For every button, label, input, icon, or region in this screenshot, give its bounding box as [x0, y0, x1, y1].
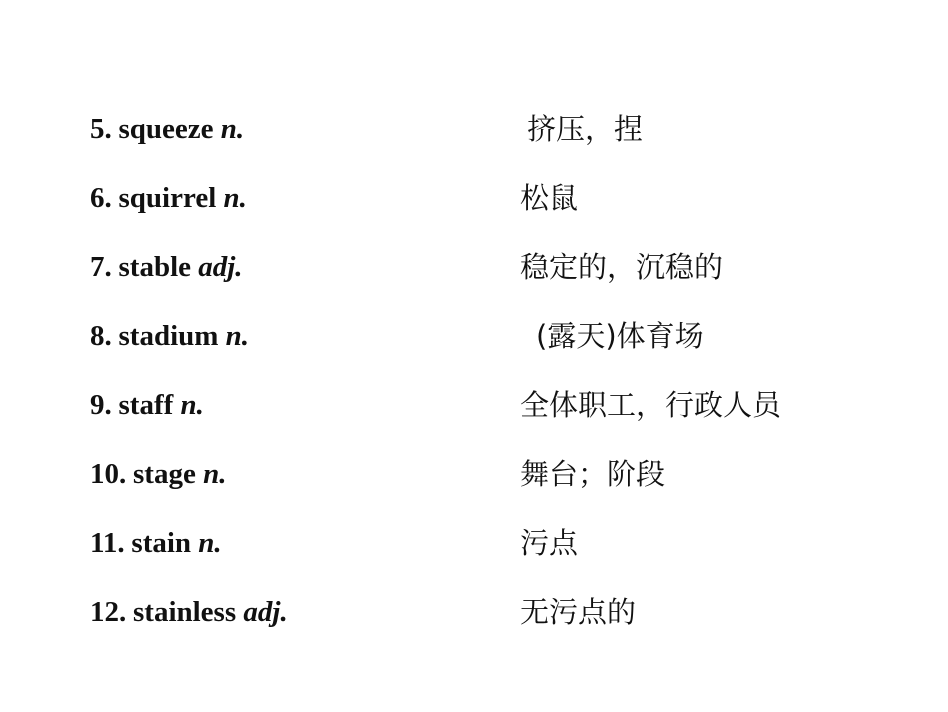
entry-separator: .	[104, 320, 112, 352]
vocab-entry-11	[0, 523, 948, 563]
entry-separator: .	[104, 182, 112, 214]
vocab-term	[90, 592, 288, 632]
entry-number: 6	[90, 182, 105, 214]
chinese-gloss: 挤压，捏	[527, 112, 644, 146]
part-of-speech: n.	[203, 458, 227, 490]
entry-number: 5	[90, 113, 105, 145]
vocab-entry-9	[0, 385, 948, 425]
part-of-speech: n.	[180, 389, 204, 421]
english-word: stage	[133, 458, 196, 490]
vocab-term	[90, 454, 226, 494]
english-word: squirrel	[118, 182, 217, 214]
vocab-entry-12	[0, 592, 948, 632]
vocab-entry-8	[0, 316, 948, 356]
entry-number: 7	[90, 251, 105, 283]
entry-number: 12	[90, 596, 119, 628]
vocab-term	[90, 316, 249, 356]
entry-number: 8	[90, 320, 105, 352]
english-word: stain	[131, 527, 192, 559]
entry-separator: .	[119, 458, 127, 490]
entry-separator: .	[117, 527, 125, 559]
english-word: staff	[118, 389, 174, 421]
entry-separator: .	[104, 251, 112, 283]
entry-number: 9	[90, 389, 105, 421]
vocab-entry-10	[0, 454, 948, 494]
vocab-entry-7	[0, 247, 948, 287]
vocab-term	[90, 247, 243, 287]
chinese-gloss: 稳定的，沉稳的	[520, 250, 724, 284]
chinese-gloss: 舞台；阶段	[520, 457, 666, 491]
chinese-gloss: (露天)体育场	[536, 319, 704, 353]
entry-separator: .	[104, 113, 112, 145]
chinese-gloss: 全体职工，行政人员	[520, 388, 782, 422]
vocab-term	[90, 109, 244, 149]
entry-separator: .	[119, 596, 127, 628]
entry-number: 10	[90, 458, 119, 490]
part-of-speech: adj.	[198, 251, 243, 283]
part-of-speech: n.	[220, 113, 245, 145]
vocab-entry-6	[0, 178, 948, 218]
vocab-term	[90, 523, 222, 563]
entry-number: 11	[90, 527, 118, 559]
part-of-speech: n.	[223, 182, 247, 214]
vocab-term	[90, 385, 204, 425]
vocab-entry-5	[0, 109, 948, 149]
vocab-term	[90, 178, 247, 218]
chinese-gloss: 无污点的	[520, 595, 637, 629]
part-of-speech: n.	[225, 320, 250, 352]
english-word: stable	[118, 251, 191, 283]
english-word: squeeze	[118, 113, 214, 145]
part-of-speech: n.	[198, 527, 222, 559]
part-of-speech: adj.	[243, 596, 288, 628]
chinese-gloss: 松鼠	[520, 181, 579, 215]
chinese-gloss: 污点	[520, 526, 579, 560]
english-word: stadium	[118, 320, 219, 352]
english-word: stainless	[133, 596, 237, 628]
entry-separator: .	[104, 389, 112, 421]
